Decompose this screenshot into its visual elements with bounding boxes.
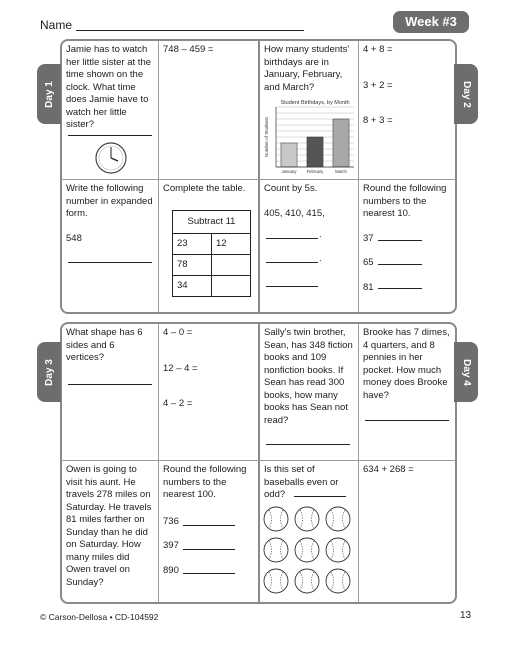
day1-tab xyxy=(37,64,61,124)
q3-text: How many students' birthdays are in January, February, and March? xyxy=(264,44,350,93)
q6-cell xyxy=(159,180,258,312)
table-cell: 34 xyxy=(173,276,212,297)
bar-february xyxy=(307,137,323,167)
q14-cell xyxy=(159,461,258,602)
q14-number: 736 xyxy=(163,515,179,527)
q2-text: 748 – 459 = xyxy=(163,44,214,55)
day1-label: Day 1 xyxy=(43,80,55,108)
table-cell: 12 xyxy=(212,234,251,255)
baseball-icon xyxy=(295,538,319,562)
name-field[interactable] xyxy=(76,30,304,31)
q10-cell xyxy=(159,324,258,460)
q12-answer-line[interactable] xyxy=(365,420,449,421)
q1-text: Jamie has to watch her little sister at the time shown on the clock. What time does Jamie have to watch her little sister? xyxy=(66,44,152,130)
q8-number: 37 xyxy=(363,232,374,244)
clock-icon xyxy=(94,141,128,175)
page-number: 13 xyxy=(460,610,472,621)
table-answer-cell[interactable] xyxy=(212,255,251,276)
day2-tab xyxy=(454,64,478,124)
q7-cell: Count by 5s. 405, 410, 415, . . xyxy=(260,180,358,312)
q4c-text: 8 + 3 = xyxy=(363,115,393,126)
q9-text: What shape has 6 sides and 6 vertices? xyxy=(66,327,143,363)
baseball-icon xyxy=(295,507,319,531)
q8-cell xyxy=(359,180,455,312)
q9-cell xyxy=(62,324,158,460)
q3-cell xyxy=(260,41,358,179)
q11-answer-line[interactable] xyxy=(266,444,350,445)
q5-number: 548 xyxy=(66,232,82,244)
baseball-icon xyxy=(326,569,350,593)
q16-text: 634 + 268 = xyxy=(363,464,414,475)
birthday-bar-chart xyxy=(262,97,356,177)
q12-text: Brooke has 7 dimes, 4 quarters, and 8 pennies in her pocket. How much money does Brooke have? xyxy=(363,327,450,401)
q10b-text: 12 – 4 = xyxy=(163,362,198,374)
q5-cell xyxy=(62,180,158,312)
q8-text: Round the following numbers to the nearest 10. xyxy=(363,183,447,219)
day3-tab xyxy=(37,342,61,402)
q13-text: Owen is going to visit his aunt. He travels 278 miles on Saturday. He travels 81 miles farther on Sunday than he did on Saturday. How many miles did Owen travel on Sunday? xyxy=(66,464,152,588)
q16-cell xyxy=(359,461,455,602)
q12-cell xyxy=(359,324,455,460)
y-axis-label: Number of Students xyxy=(264,116,269,158)
q9-answer-line[interactable] xyxy=(68,384,152,385)
q13-cell xyxy=(62,461,158,602)
day3-label: Day 3 xyxy=(43,358,55,386)
q8-number: 65 xyxy=(363,257,374,268)
q5-answer-line[interactable] xyxy=(68,262,152,263)
top-panel xyxy=(60,39,457,314)
q14-number: 890 xyxy=(163,564,179,576)
q8-answer-line[interactable] xyxy=(378,240,422,241)
baseball-icon xyxy=(326,507,350,531)
q4b-text: 3 + 2 = xyxy=(363,79,393,91)
q15-text: Is this set of baseballs even or odd? xyxy=(264,464,339,500)
q10a-text: 4 – 0 = xyxy=(163,327,193,338)
q8-answer-line[interactable] xyxy=(378,264,422,265)
q14-answer-line[interactable] xyxy=(183,573,235,574)
x-tick-label: February xyxy=(306,169,324,174)
week-badge: Week #3 xyxy=(393,11,469,33)
q14-number: 397 xyxy=(163,540,179,551)
name-label: Name xyxy=(40,18,73,32)
q8-number: 81 xyxy=(363,281,374,293)
baseball-icon xyxy=(326,538,350,562)
copyright-text: © Carson-Dellosa • CD-104592 xyxy=(40,612,159,622)
table-cell: 78 xyxy=(173,255,212,276)
subtract-table xyxy=(172,210,251,297)
q7-text: Count by 5s. xyxy=(264,183,318,194)
q4-cell xyxy=(359,41,455,179)
q2-cell xyxy=(159,41,258,179)
table-cell: 23 xyxy=(173,234,212,255)
day4-label: Day 4 xyxy=(460,358,472,386)
bar-march xyxy=(333,119,349,167)
q5-text: Write the following number in expanded form. xyxy=(66,183,153,219)
bottom-panel xyxy=(60,322,457,604)
baseball-icon xyxy=(264,507,288,531)
q15-answer-line[interactable] xyxy=(294,496,346,497)
table-header: Subtract 11 xyxy=(173,211,251,234)
q10c-text: 4 – 2 = xyxy=(163,398,193,409)
q8-answer-line[interactable] xyxy=(378,288,422,289)
q7-answer-line[interactable] xyxy=(266,238,318,239)
x-tick-label: March xyxy=(335,169,347,174)
q11-text: Sally's twin brother, Sean, has 348 fiction books and 109 nonfiction books. If Sean has read 300 books, how many books has Sean not read? xyxy=(264,327,353,426)
q7-answer-line[interactable] xyxy=(266,262,318,263)
bar-january xyxy=(281,143,297,167)
q14-answer-line[interactable] xyxy=(183,549,235,550)
q14-answer-line[interactable] xyxy=(183,525,235,526)
x-tick-label: January xyxy=(281,169,297,174)
baseballs-group xyxy=(262,505,354,597)
q1-cell xyxy=(62,41,158,179)
chart-title: Student Birthdays, by Month xyxy=(280,100,350,106)
day2-label: Day 2 xyxy=(460,80,472,108)
q6-text: Complete the table. xyxy=(163,183,246,194)
baseball-icon xyxy=(264,569,288,593)
q14-text: Round the following numbers to the nearest 100. xyxy=(163,464,247,500)
baseball-icon xyxy=(295,569,319,593)
q7-answer-line[interactable] xyxy=(266,286,318,287)
q4a-text: 4 + 8 = xyxy=(363,44,393,55)
table-answer-cell[interactable] xyxy=(212,276,251,297)
q1-answer-line[interactable] xyxy=(68,135,152,136)
baseball-icon xyxy=(264,538,288,562)
q7-sequence: 405, 410, 415, xyxy=(264,207,325,219)
q11-cell xyxy=(260,324,358,460)
day4-tab xyxy=(454,342,478,402)
q15-cell xyxy=(260,461,358,602)
